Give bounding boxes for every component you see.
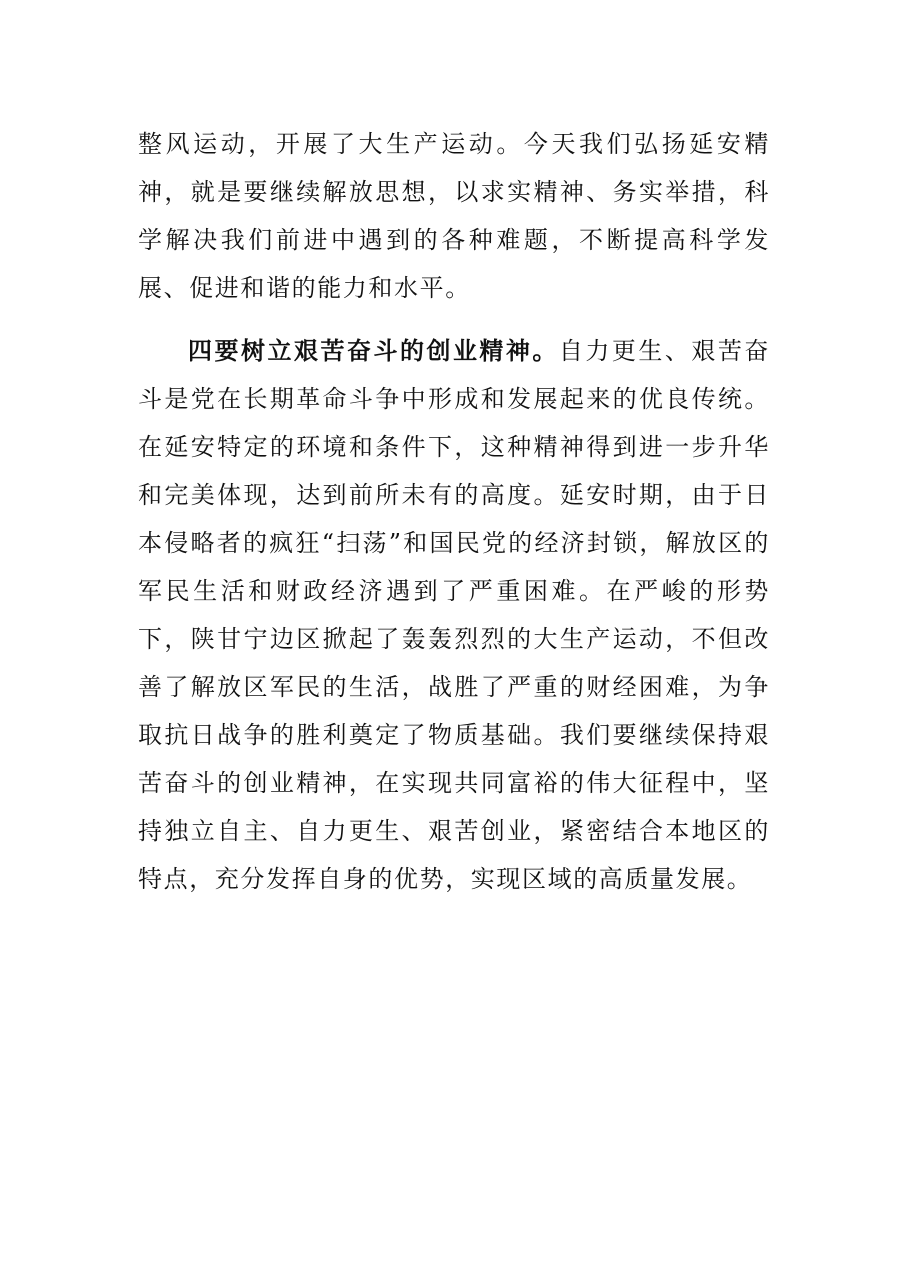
paragraph-continuation <box>138 120 770 312</box>
paragraph-heading: 四要树立艰苦奋斗的创业精神。 <box>188 337 559 365</box>
paragraph-text: 自力更生、艰苦奋斗是党在长期革命斗争中形成和发展起来的优良传统。在延安特定的环境和条件下，这种精神得到进一步升华和完美体现，达到前所未有的高度。延安时期，由于日本侵略者的疯狂“扫荡”和国民党的经济封锁，解放区的军民生活和财政经济遇到了严重困难。在严峻的形势下，陕甘宁边区掀起了轰轰烈烈的大生产运动，不但改善了解放区军民的生活，战胜了严重的财经困难，为争取抗日战争的胜利奠定了物质基础。我们要继续保持艰苦奋斗的创业精神，在实现共同富裕的伟大征程中，坚持独立自主、自力更生、艰苦创业，紧密结合本地区的特点，充分发挥自身的优势，实现区域的高质量发展。 <box>138 337 770 893</box>
document-body <box>138 120 770 903</box>
paragraph-text: 整风运动，开展了大生产运动。今天我们弘扬延安精神，就是要继续解放思想，以求实精神、务实举措，科学解决我们前进中遇到的各种难题，不断提高科学发展、促进和谐的能力和水平。 <box>138 130 770 302</box>
paragraph-arduous-struggle <box>138 327 770 903</box>
